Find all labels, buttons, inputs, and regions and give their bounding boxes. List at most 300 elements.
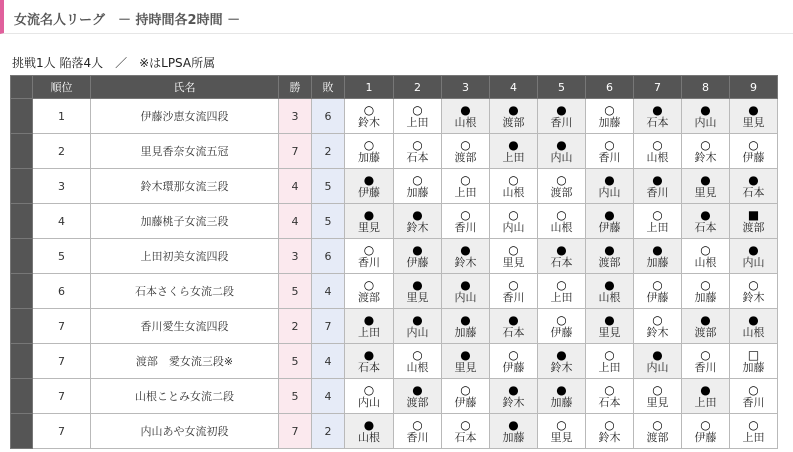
opponent-name: 内山 — [694, 115, 717, 129]
loss-mark-icon: ● — [363, 417, 375, 432]
result-cell — [345, 379, 394, 414]
player-name: 上田初美女流四段 — [91, 239, 279, 274]
wins-cell: 2 — [279, 309, 312, 344]
result-cell — [394, 134, 442, 169]
opponent-name: 伊藤 — [406, 255, 429, 269]
result-cell — [345, 204, 394, 239]
loss-mark-icon: ● — [508, 312, 519, 327]
result-cell — [682, 204, 730, 239]
win-mark-icon: ○ — [748, 277, 759, 292]
result-cell — [442, 169, 490, 204]
win-mark-icon: ○ — [700, 242, 711, 257]
result-cell — [490, 239, 538, 274]
result-cell — [730, 239, 778, 274]
loss-mark-icon: ● — [460, 347, 471, 362]
result-cell — [490, 99, 538, 134]
result-cell — [682, 414, 730, 449]
opponent-name: 内山 — [406, 325, 429, 339]
win-mark-icon: ○ — [460, 417, 471, 432]
result-cell — [586, 274, 634, 309]
win-mark-icon: ○ — [700, 277, 711, 292]
win-mark-icon: ○ — [363, 242, 375, 257]
loss-mark-icon: ● — [412, 207, 423, 222]
rank-cell: 7 — [33, 309, 91, 344]
opponent-name: 香川 — [502, 290, 525, 304]
opponent-name: 鈴木 — [694, 150, 717, 164]
losses-cell: 6 — [312, 99, 345, 134]
opponent-name: 上田 — [694, 395, 717, 409]
opponent-name: 石本 — [358, 360, 380, 374]
rank-cell: 2 — [33, 134, 91, 169]
wins-cell: 7 — [279, 134, 312, 169]
row-side-cell — [11, 99, 33, 134]
result-cell — [490, 204, 538, 239]
result-cell — [634, 274, 682, 309]
result-cell — [345, 99, 394, 134]
opponent-name: 加藤 — [502, 430, 525, 444]
result-cell — [394, 239, 442, 274]
loss-mark-icon: ● — [412, 382, 423, 397]
opponent-name: 里見 — [742, 115, 765, 129]
loss-mark-icon: ● — [556, 102, 567, 117]
opponent-name: 香川 — [550, 115, 573, 129]
row-side-cell — [11, 169, 33, 204]
player-name: 山根ことみ女流二段 — [91, 379, 279, 414]
win-mark-icon: ○ — [508, 347, 519, 362]
league-table — [10, 75, 778, 449]
opponent-name: 渡部 — [646, 430, 669, 444]
opponent-name: 渡部 — [742, 220, 765, 234]
opponent-name: 内山 — [598, 185, 621, 199]
win-mark-icon: □ — [747, 347, 760, 362]
loss-mark-icon: ● — [508, 137, 519, 152]
loss-mark-icon: ● — [412, 312, 423, 327]
win-mark-icon: ○ — [748, 417, 759, 432]
result-cell — [538, 204, 586, 239]
row-side-cell — [11, 414, 33, 449]
win-mark-icon: ○ — [556, 277, 567, 292]
losses-cell: 7 — [312, 309, 345, 344]
result-cell — [442, 204, 490, 239]
result-cell — [442, 99, 490, 134]
result-cell — [634, 239, 682, 274]
wins-cell: 5 — [279, 379, 312, 414]
result-cell — [730, 414, 778, 449]
opponent-name: 内山 — [550, 150, 573, 164]
loss-mark-icon: ● — [556, 242, 567, 257]
win-mark-icon: ○ — [556, 417, 567, 432]
result-cell — [442, 134, 490, 169]
win-mark-icon: ○ — [604, 417, 615, 432]
result-cell — [634, 134, 682, 169]
losses-cell: 5 — [312, 204, 345, 239]
opponent-name: 内山 — [454, 290, 477, 304]
opponent-name: 渡部 — [406, 395, 429, 409]
opponent-name: 渡部 — [550, 185, 573, 199]
opponent-name: 加藤 — [646, 255, 669, 269]
opponent-name: 上田 — [454, 185, 477, 199]
loss-mark-icon: ● — [604, 277, 615, 292]
opponent-name: 石本 — [742, 185, 765, 199]
loss-mark-icon: ● — [652, 102, 663, 117]
opponent-name: 石本 — [550, 255, 573, 269]
win-mark-icon: ○ — [412, 347, 423, 362]
rank-cell: 6 — [33, 274, 91, 309]
opponent-name: 伊藤 — [598, 220, 621, 234]
opponent-name: 石本 — [502, 325, 525, 339]
win-mark-icon: ○ — [508, 277, 519, 292]
result-cell — [538, 344, 586, 379]
table-row — [11, 134, 778, 169]
player-name: 鈴木環那女流三段 — [91, 169, 279, 204]
opponent-name: 伊藤 — [742, 150, 765, 164]
win-mark-icon: ○ — [363, 382, 375, 397]
header-round-3: 3 — [442, 76, 490, 99]
result-cell — [634, 344, 682, 379]
win-mark-icon: ○ — [460, 382, 471, 397]
table-row — [11, 379, 778, 414]
result-cell — [490, 379, 538, 414]
opponent-name: 香川 — [454, 220, 477, 234]
opponent-name: 渡部 — [694, 325, 717, 339]
loss-mark-icon: ● — [652, 347, 663, 362]
opponent-name: 里見 — [358, 220, 380, 234]
header-round-4: 4 — [490, 76, 538, 99]
win-mark-icon: ○ — [363, 137, 375, 152]
loss-mark-icon: ● — [700, 172, 711, 187]
result-cell — [586, 239, 634, 274]
result-cell — [538, 99, 586, 134]
result-cell — [394, 169, 442, 204]
player-name: 内山あや女流初段 — [91, 414, 279, 449]
result-cell — [345, 309, 394, 344]
table-header-row — [11, 76, 778, 99]
opponent-name: 山根 — [742, 325, 765, 339]
win-mark-icon: ○ — [412, 137, 423, 152]
result-cell — [730, 344, 778, 379]
win-mark-icon: ○ — [604, 382, 615, 397]
opponent-name: 山根 — [358, 430, 380, 444]
loss-mark-icon: ● — [604, 242, 615, 257]
result-cell — [490, 274, 538, 309]
rank-cell: 7 — [33, 379, 91, 414]
wins-cell: 7 — [279, 414, 312, 449]
opponent-name: 伊藤 — [550, 325, 573, 339]
result-cell — [730, 309, 778, 344]
opponent-name: 加藤 — [742, 360, 765, 374]
opponent-name: 香川 — [646, 185, 669, 199]
loss-mark-icon: ● — [508, 382, 519, 397]
opponent-name: 伊藤 — [358, 185, 380, 199]
opponent-name: 香川 — [742, 395, 765, 409]
result-cell — [394, 344, 442, 379]
opponent-name: 上田 — [502, 150, 525, 164]
result-cell — [442, 239, 490, 274]
result-cell — [490, 414, 538, 449]
player-name: 加藤桃子女流三段 — [91, 204, 279, 239]
opponent-name: 石本 — [454, 430, 477, 444]
opponent-name: 加藤 — [406, 185, 429, 199]
result-cell — [730, 204, 778, 239]
loss-mark-icon: ● — [363, 172, 375, 187]
opponent-name: 上田 — [358, 325, 380, 339]
losses-cell: 5 — [312, 169, 345, 204]
loss-mark-icon: ● — [604, 312, 615, 327]
result-cell — [634, 414, 682, 449]
opponent-name: 山根 — [406, 360, 429, 374]
result-cell — [394, 274, 442, 309]
win-mark-icon: ○ — [748, 382, 759, 397]
opponent-name: 上田 — [550, 290, 573, 304]
row-side-cell — [11, 204, 33, 239]
result-cell — [730, 379, 778, 414]
wins-cell: 5 — [279, 274, 312, 309]
loss-mark-icon: ● — [700, 382, 711, 397]
opponent-name: 加藤 — [550, 395, 573, 409]
opponent-name: 鈴木 — [406, 220, 429, 234]
header-round-7: 7 — [634, 76, 682, 99]
header-round-5: 5 — [538, 76, 586, 99]
row-side-cell — [11, 134, 33, 169]
league-note: 挑戦1人 陥落4人 ／ ※はLPSA所属 — [12, 56, 216, 70]
opponent-name: 石本 — [646, 115, 669, 129]
opponent-name: 上田 — [406, 115, 429, 129]
result-cell — [682, 99, 730, 134]
header-round-9: 9 — [730, 76, 778, 99]
win-mark-icon: ○ — [556, 312, 567, 327]
result-cell — [586, 344, 634, 379]
result-cell — [682, 239, 730, 274]
loss-mark-icon: ● — [460, 102, 471, 117]
win-mark-icon: ○ — [363, 277, 375, 292]
loss-mark-icon: ● — [700, 207, 711, 222]
opponent-name: 里見 — [454, 360, 477, 374]
result-cell — [490, 309, 538, 344]
result-cell — [538, 169, 586, 204]
opponent-name: 里見 — [694, 185, 717, 199]
opponent-name: 石本 — [598, 395, 621, 409]
loss-mark-icon: ● — [652, 172, 663, 187]
loss-mark-icon: ● — [556, 382, 567, 397]
result-cell — [442, 379, 490, 414]
loss-mark-icon: ● — [556, 137, 567, 152]
result-cell — [634, 379, 682, 414]
player-name: 里見香奈女流五冠 — [91, 134, 279, 169]
loss-mark-icon: ● — [748, 242, 759, 257]
opponent-name: 鈴木 — [502, 395, 525, 409]
header-wins: 勝 — [279, 76, 312, 99]
result-cell — [538, 274, 586, 309]
opponent-name: 香川 — [694, 360, 717, 374]
header-round-2: 2 — [394, 76, 442, 99]
result-cell — [538, 414, 586, 449]
opponent-name: 鈴木 — [646, 325, 669, 339]
result-cell — [442, 414, 490, 449]
page-title-bar — [0, 0, 793, 34]
losses-cell: 2 — [312, 414, 345, 449]
win-mark-icon: ○ — [700, 347, 711, 362]
win-mark-icon: ○ — [460, 207, 471, 222]
loss-mark-icon: ● — [460, 277, 471, 292]
win-mark-icon: ○ — [700, 417, 711, 432]
win-mark-icon: ○ — [460, 137, 471, 152]
win-mark-icon: ○ — [652, 137, 663, 152]
rank-cell: 7 — [33, 414, 91, 449]
opponent-name: 鈴木 — [454, 255, 477, 269]
result-cell — [586, 309, 634, 344]
loss-mark-icon: ● — [604, 172, 615, 187]
opponent-name: 里見 — [502, 255, 525, 269]
opponent-name: 伊藤 — [454, 395, 477, 409]
win-mark-icon: ○ — [652, 417, 663, 432]
table-row — [11, 239, 778, 274]
result-cell — [538, 134, 586, 169]
header-name: 氏名 — [91, 76, 279, 99]
win-mark-icon: ○ — [412, 417, 423, 432]
header-rank: 順位 — [33, 76, 91, 99]
table-row — [11, 344, 778, 379]
opponent-name: 加藤 — [454, 325, 477, 339]
table-row — [11, 274, 778, 309]
result-cell — [394, 99, 442, 134]
win-mark-icon: ○ — [652, 382, 663, 397]
result-cell — [490, 344, 538, 379]
opponent-name: 内山 — [646, 360, 669, 374]
player-name: 伊藤沙恵女流四段 — [91, 99, 279, 134]
result-cell — [345, 274, 394, 309]
result-cell — [394, 309, 442, 344]
row-side-cell — [11, 379, 33, 414]
result-cell — [538, 309, 586, 344]
result-cell — [586, 169, 634, 204]
result-cell — [730, 274, 778, 309]
loss-mark-icon: ● — [460, 312, 471, 327]
win-mark-icon: ○ — [412, 172, 423, 187]
opponent-name: 加藤 — [694, 290, 717, 304]
loss-mark-icon: ● — [652, 242, 663, 257]
rank-cell: 4 — [33, 204, 91, 239]
win-mark-icon: ○ — [556, 207, 567, 222]
losses-cell: 6 — [312, 239, 345, 274]
loss-mark-icon: ● — [460, 242, 471, 257]
loss-mark-icon: ● — [508, 102, 519, 117]
opponent-name: 山根 — [646, 150, 669, 164]
win-mark-icon: ○ — [700, 137, 711, 152]
losses-cell: 4 — [312, 379, 345, 414]
win-mark-icon: ○ — [652, 207, 663, 222]
opponent-name: 石本 — [406, 150, 429, 164]
table-row — [11, 414, 778, 449]
result-cell — [586, 414, 634, 449]
result-cell — [345, 169, 394, 204]
win-mark-icon: ○ — [556, 172, 567, 187]
result-cell — [586, 204, 634, 239]
opponent-name: 香川 — [358, 255, 380, 269]
result-cell — [538, 379, 586, 414]
header-round-6: 6 — [586, 76, 634, 99]
opponent-name: 里見 — [406, 290, 429, 304]
opponent-name: 山根 — [502, 185, 525, 199]
losses-cell: 2 — [312, 134, 345, 169]
result-cell — [538, 239, 586, 274]
loss-mark-icon: ● — [556, 347, 567, 362]
rank-cell: 3 — [33, 169, 91, 204]
wins-cell: 4 — [279, 169, 312, 204]
result-cell — [634, 169, 682, 204]
opponent-name: 香川 — [406, 430, 429, 444]
result-cell — [682, 169, 730, 204]
opponent-name: 上田 — [646, 220, 669, 234]
opponent-name: 里見 — [646, 395, 669, 409]
opponent-name: 鈴木 — [598, 430, 621, 444]
opponent-name: 香川 — [598, 150, 621, 164]
losses-cell: 4 — [312, 274, 345, 309]
header-round-8: 8 — [682, 76, 730, 99]
result-cell — [682, 134, 730, 169]
loss-mark-icon: ● — [412, 242, 423, 257]
result-cell — [586, 99, 634, 134]
result-cell — [730, 99, 778, 134]
opponent-name: 渡部 — [454, 150, 477, 164]
loss-mark-icon: ● — [363, 312, 375, 327]
result-cell — [442, 309, 490, 344]
result-cell — [586, 379, 634, 414]
win-mark-icon: ○ — [748, 137, 759, 152]
loss-mark-icon: ● — [700, 102, 711, 117]
opponent-name: 山根 — [550, 220, 573, 234]
opponent-name: 鈴木 — [550, 360, 573, 374]
player-name: 渡部 愛女流三段※ — [91, 344, 279, 379]
loss-mark-icon: ● — [748, 102, 759, 117]
opponent-name: 山根 — [598, 290, 621, 304]
win-mark-icon: ○ — [604, 102, 615, 117]
opponent-name: 伊藤 — [694, 430, 717, 444]
opponent-name: 鈴木 — [358, 115, 380, 129]
opponent-name: 上田 — [598, 360, 621, 374]
loss-mark-icon: ● — [363, 347, 375, 362]
win-mark-icon: ○ — [460, 172, 471, 187]
result-cell — [345, 344, 394, 379]
opponent-name: 山根 — [454, 115, 477, 129]
win-mark-icon: ○ — [412, 102, 423, 117]
opponent-name: 里見 — [598, 325, 621, 339]
result-cell — [394, 414, 442, 449]
result-cell — [682, 379, 730, 414]
result-cell — [634, 204, 682, 239]
loss-mark-icon: ● — [363, 207, 375, 222]
result-cell — [682, 344, 730, 379]
result-cell — [345, 414, 394, 449]
player-name: 香川愛生女流四段 — [91, 309, 279, 344]
opponent-name: 内山 — [502, 220, 525, 234]
opponent-name: 鈴木 — [742, 290, 765, 304]
opponent-name: 内山 — [742, 255, 765, 269]
rank-cell: 1 — [33, 99, 91, 134]
opponent-name: 山根 — [694, 255, 717, 269]
opponent-name: 渡部 — [598, 255, 621, 269]
wins-cell: 3 — [279, 99, 312, 134]
result-cell — [682, 309, 730, 344]
result-cell — [442, 274, 490, 309]
win-mark-icon: ○ — [652, 312, 663, 327]
result-cell — [634, 309, 682, 344]
loss-mark-icon: ● — [700, 312, 711, 327]
wins-cell: 3 — [279, 239, 312, 274]
opponent-name: 石本 — [694, 220, 717, 234]
table-row — [11, 204, 778, 239]
header-round-1: 1 — [345, 76, 394, 99]
result-cell — [586, 134, 634, 169]
